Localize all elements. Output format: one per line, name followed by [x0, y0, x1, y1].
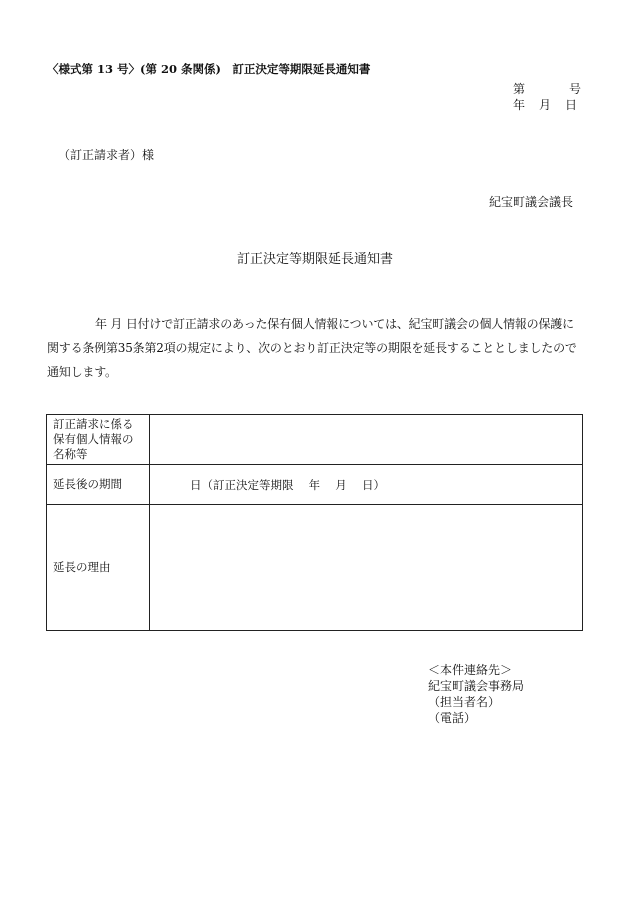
date-day: 日 [565, 98, 578, 112]
info-table [46, 414, 583, 631]
row-label-info-name: 訂正請求に係る保有個人情報の名称等 [47, 415, 150, 465]
number-prefix: 第 [513, 82, 526, 96]
contact-phone: （電話） [428, 711, 477, 725]
row-label-extension-reason: 延長の理由 [47, 505, 150, 631]
table-row [47, 415, 583, 465]
document-number [513, 80, 581, 97]
contact-person: （担当者名） [428, 695, 501, 709]
sender: 紀宝町議会議長 [489, 195, 574, 209]
row-label-extension-period: 延長後の期間 [47, 465, 150, 505]
table-row [47, 465, 583, 505]
form-number-title: 〈様式第 13 号〉(第 20 条関係) 訂正決定等期限延長通知書 [47, 62, 371, 76]
row-value-extension-reason [150, 505, 583, 631]
number-suffix: 号 [569, 82, 582, 96]
issue-date [513, 96, 577, 113]
document-title: 訂正決定等期限延長通知書 [236, 252, 393, 267]
addressee: （訂正請求者）様 [58, 148, 155, 162]
body-paragraph: 年 月 日付けで訂正請求のあった保有個人情報については、紀宝町議会の個人情報の保護に関する条例第35条第2項の規定により、次のとおり訂正決定等の期限を延長することとしましたので通知します。 [47, 317, 577, 379]
row-value-extension-period: 日（訂正決定等期限 年 月 日） [150, 465, 583, 505]
row-value-info-name [150, 415, 583, 465]
contact-block [428, 662, 524, 726]
contact-office: 紀宝町議会事務局 [428, 679, 525, 693]
table-row [47, 505, 583, 631]
date-month: 月 [539, 98, 552, 112]
contact-heading: ＜本件連絡先＞ [428, 663, 513, 677]
date-year: 年 [513, 98, 526, 112]
